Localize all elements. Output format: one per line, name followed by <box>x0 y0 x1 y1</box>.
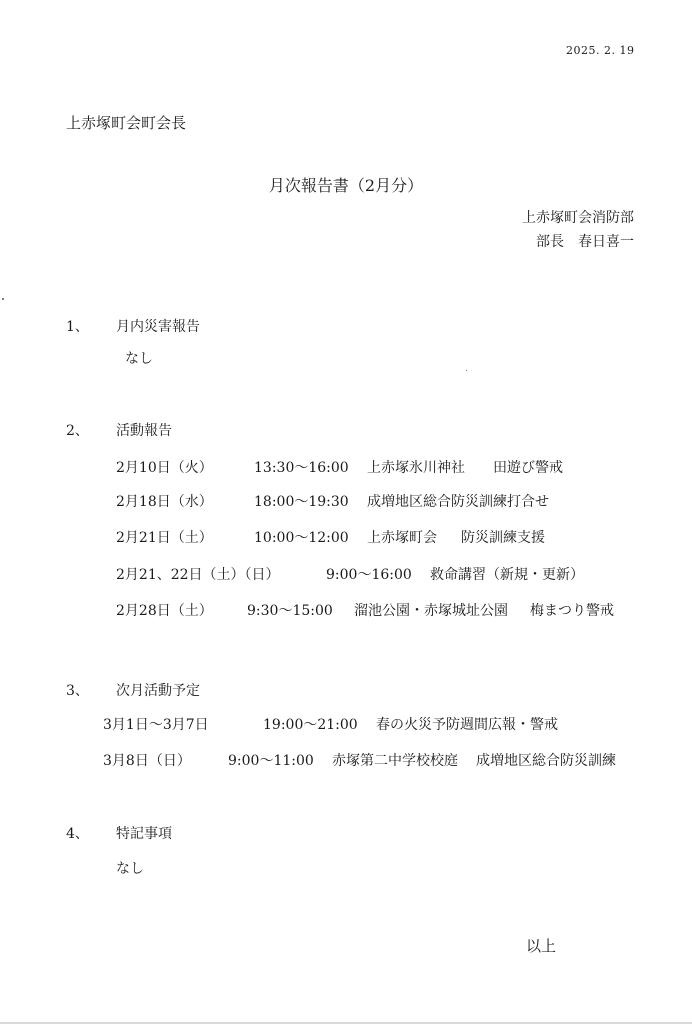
document-title: 月次報告書（2月分） <box>268 176 424 195</box>
scan-speck <box>466 370 467 371</box>
section-1-content: なし <box>125 351 153 367</box>
activity-time: 18:00～19:30 <box>254 494 349 510</box>
activity-date: 2月21、22日（土）（日） <box>116 567 280 583</box>
plan-place: 春の火災予防週間広報・警戒 <box>376 717 558 733</box>
plan-date: 3月1日～3月7日 <box>103 717 209 733</box>
plan-time: 9:00～11:00 <box>228 753 314 769</box>
plan-place: 赤塚第二中学校校庭 <box>332 753 458 769</box>
report-date: 2025. 2. 19 <box>566 44 635 57</box>
activity-date: 2月10日（火） <box>116 460 213 476</box>
section-2-number: 2、 <box>66 423 89 439</box>
section-1-number: 1、 <box>66 319 89 335</box>
activity-date: 2月28日（土） <box>116 603 213 619</box>
activity-place: 溜池公園・赤塚城址公園 <box>354 603 508 619</box>
section-4-content: なし <box>116 861 144 877</box>
activity-description: 田遊び警戒 <box>493 460 563 476</box>
sender-signer: 部長 春日喜一 <box>536 234 634 250</box>
plan-description: 成増地区総合防災訓練 <box>476 753 616 769</box>
section-4-heading: 特記事項 <box>116 826 172 842</box>
plan-time: 19:00～21:00 <box>263 717 358 733</box>
section-3-number: 3、 <box>66 683 89 699</box>
activity-description: 梅まつり警戒 <box>530 603 614 619</box>
activity-description: 防災訓練支援 <box>461 530 545 546</box>
addressee: 上赤塚町会町会長 <box>66 114 187 132</box>
activity-row <box>116 600 614 620</box>
activity-place: 救命講習（新規・更新） <box>430 567 584 583</box>
activity-time: 9:30～15:00 <box>247 603 333 619</box>
plan-date: 3月8日（日） <box>103 753 191 769</box>
plan-row <box>103 750 616 770</box>
closing-mark: 以上 <box>526 937 557 955</box>
scan-speck <box>2 298 4 300</box>
section-1-heading: 月内災害報告 <box>116 319 200 335</box>
activity-date: 2月21日（土） <box>116 530 213 546</box>
activity-time: 13:30～16:00 <box>254 460 349 476</box>
activity-date: 2月18日（水） <box>116 494 213 510</box>
section-4-number: 4、 <box>66 826 89 842</box>
activity-row <box>116 491 549 511</box>
activity-row <box>116 564 584 584</box>
activity-place: 成増地区総合防災訓練打合せ <box>367 494 549 510</box>
activity-time: 10:00～12:00 <box>254 530 349 546</box>
activity-row <box>116 527 545 547</box>
sender-organization: 上赤塚町会消防部 <box>522 210 634 226</box>
activity-time: 9:00～16:00 <box>326 567 412 583</box>
activity-row <box>116 457 563 477</box>
section-3-heading: 次月活動予定 <box>116 683 200 699</box>
activity-place: 上赤塚町会 <box>367 530 437 546</box>
activity-place: 上赤塚氷川神社 <box>367 460 465 476</box>
section-2-heading: 活動報告 <box>116 423 172 439</box>
plan-row <box>103 714 558 734</box>
